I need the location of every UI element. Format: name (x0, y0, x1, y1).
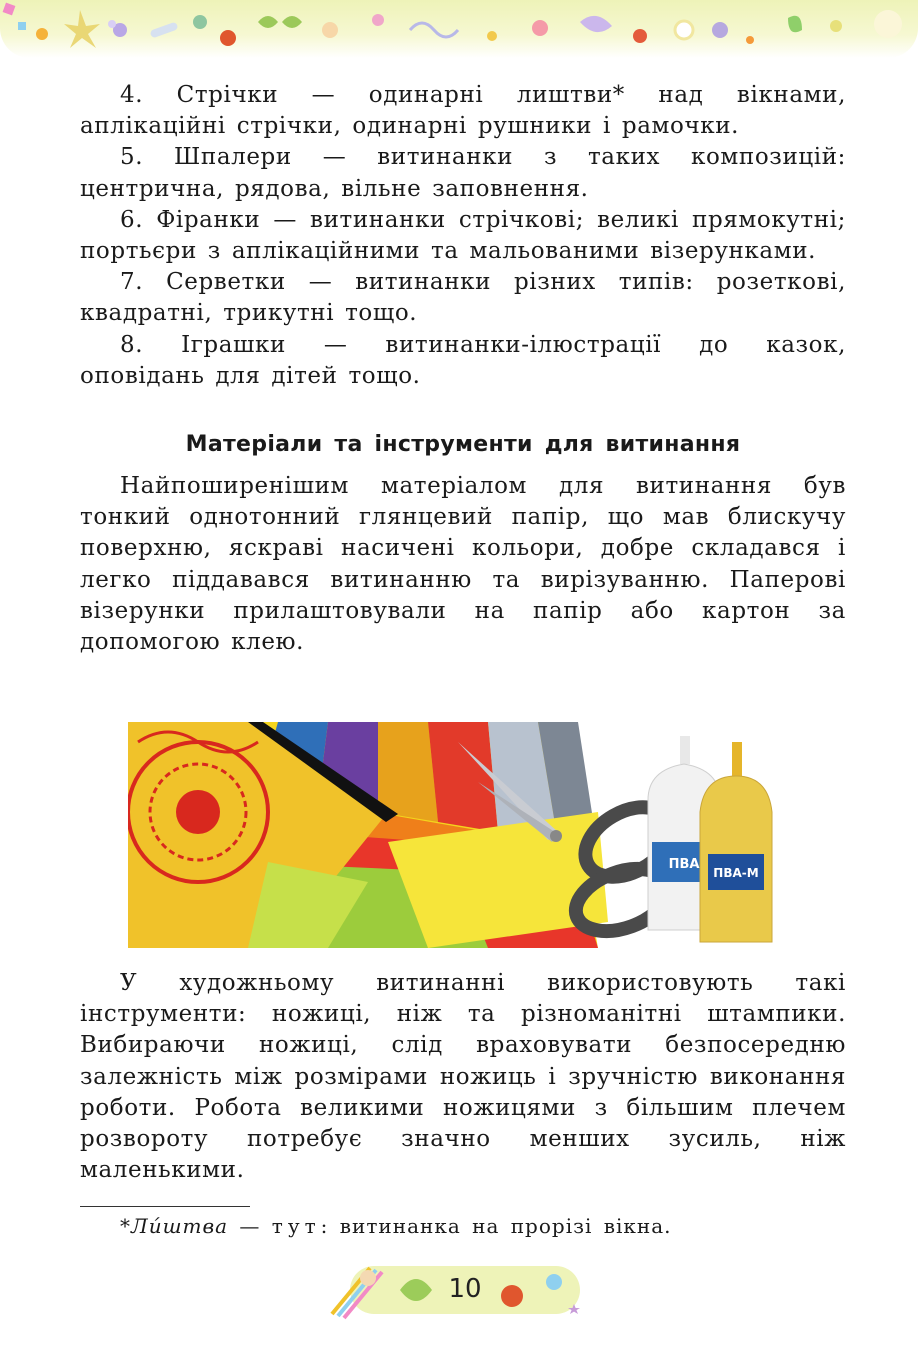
page-number: 10 (448, 1274, 482, 1304)
section-heading: Матеріали та інструменти для витинання (185, 432, 741, 458)
glue-label-white: ПВА (668, 857, 700, 872)
footnote-tut: тут (271, 1214, 321, 1238)
list-item-wallpaper: 5. Шпалери — витинанки з таких композицій: центрична, рядова, вільне заповнення. (80, 144, 846, 202)
decorative-top-border (0, 0, 918, 58)
list-item-ribbons: 4. Стрічки — одинарні лиштви* над вікнами, аплікаційні стрічки, одинарні рушники і рамочки. (80, 82, 846, 140)
tools-section (80, 968, 846, 1186)
footnote-definition: : витинанка на прорізі вікна. (320, 1214, 672, 1238)
list-item-toys: 8. Іграшки — витинанки-ілюстрації до казок, оповідань для дітей тощо. (80, 331, 846, 389)
materials-illustration (128, 722, 800, 948)
paper-scissors-glue-image (128, 722, 800, 948)
glue-label-yellow: ПВА-М (713, 866, 759, 880)
page-number-badge (330, 1260, 600, 1320)
paragraph-tools: У художньому витинанні використовують такі інструменти: ножиці, ніж та різноманітні штампики. Вибираючи ножиці, слід враховувати безпосередню залежність між розмірами ножиць і зручністю виконання роботи. Робота великими ножицями з більшим плечем розвороту потребує значно менших зусиль, ніж маленькими. (80, 970, 846, 1184)
paragraph-materials: Найпоширенішим матеріалом для витинання був тонкий однотонний глянцевий папір, що мав блискучу поверхню, яскраві насичені кольори, добре складався і легко піддавався витинанню та вирізуванню. Паперові візерунки прилаштовували на папір або картон за допомогою клею. (80, 473, 846, 656)
footnote-marker: * (120, 1214, 131, 1238)
footnote-term: Лúштва (131, 1214, 229, 1238)
floral-pattern-icon (0, 0, 918, 58)
footnote-dash: — (228, 1214, 272, 1238)
footnote (120, 1214, 820, 1238)
list-item-curtains: 6. Фіранки — витинанки стрічкові; великі прямокутні; портьєри з аплікаційними та мальованими візерунками. (80, 206, 846, 265)
main-content (80, 80, 846, 658)
footnote-divider (80, 1206, 250, 1207)
list-item-napkins: 7. Серветки — витинанки різних типів: розеткові, квадратні, трикутні тощо. (80, 269, 846, 327)
